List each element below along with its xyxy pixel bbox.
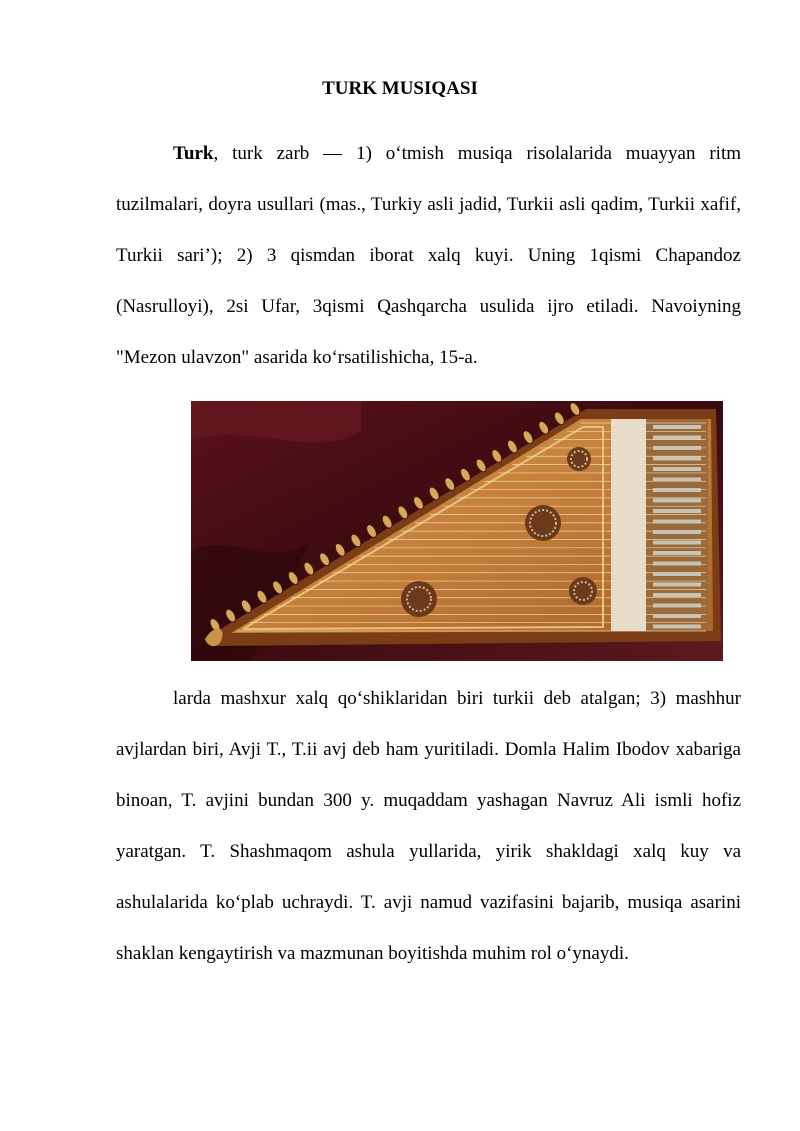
tuning-lever <box>653 488 701 492</box>
qonun-image <box>191 401 723 661</box>
lead-term: Turk <box>173 143 214 164</box>
paragraph-intro <box>116 128 741 383</box>
tuning-lever <box>653 572 701 576</box>
tuning-lever <box>653 499 701 503</box>
tuning-lever <box>653 509 701 513</box>
tuning-lever <box>653 457 701 461</box>
tuning-lever <box>653 541 701 545</box>
tuning-lever <box>653 478 701 482</box>
tuning-lever <box>653 604 701 608</box>
tuning-lever <box>653 551 701 555</box>
tuning-lever <box>653 583 701 587</box>
tuning-lever <box>653 436 701 440</box>
tuning-lever <box>653 425 701 429</box>
tuning-lever <box>653 467 701 471</box>
instrument-photo <box>191 401 723 661</box>
page-title: TURK MUSIQASI <box>322 78 478 99</box>
tuning-lever <box>653 520 701 524</box>
tuning-lever <box>653 625 701 629</box>
tuning-lever <box>653 593 701 597</box>
paragraph-intro-text: , turk zarb — 1) oʻtmish musiqa risolalarida muayyan ritm tuzilmalari, doyra usullari (mas., Turkiy asli jadid, Turkii asli qadim, Turkii xafif, Turkii sariʼ); 2) 3 qismdan iborat xalq kuyi. Uning 1qismi Chapandoz (Nasrulloyi), 2si Ufar, 3qismi Qashqarcha usulida ijro etiladi. Navoiyning "Mezon ulavzon" asarida koʻrsatilishicha, 15-a. <box>116 143 741 368</box>
tuning-lever <box>653 446 701 450</box>
peg-box <box>646 419 708 631</box>
tuning-lever <box>653 614 701 618</box>
tuning-lever <box>653 562 701 566</box>
bridge-strip <box>611 419 646 631</box>
paragraph-continued: larda mashxur xalq qoʻshiklaridan biri turkii deb atalgan; 3) mashhur avjlardan biri, Avji T., T.ii avj deb ham yuritiladi. Domla Halim Ibodov xabariga binoan, T. avjini bundan 300 y. muqaddam yashagan Navruz Ali ismli hofiz yaratgan. T. Shashmaqom ashula yullarida, yirik shakldagi xalq kuy va ashulalarida koʻplab uchraydi. T. avji namud vazifasini bajarib, musiqa asarini shaklan kengaytirish va mazmunan boyitishda muhim rol oʻynaydi. <box>116 688 741 964</box>
tuning-lever <box>653 530 701 534</box>
